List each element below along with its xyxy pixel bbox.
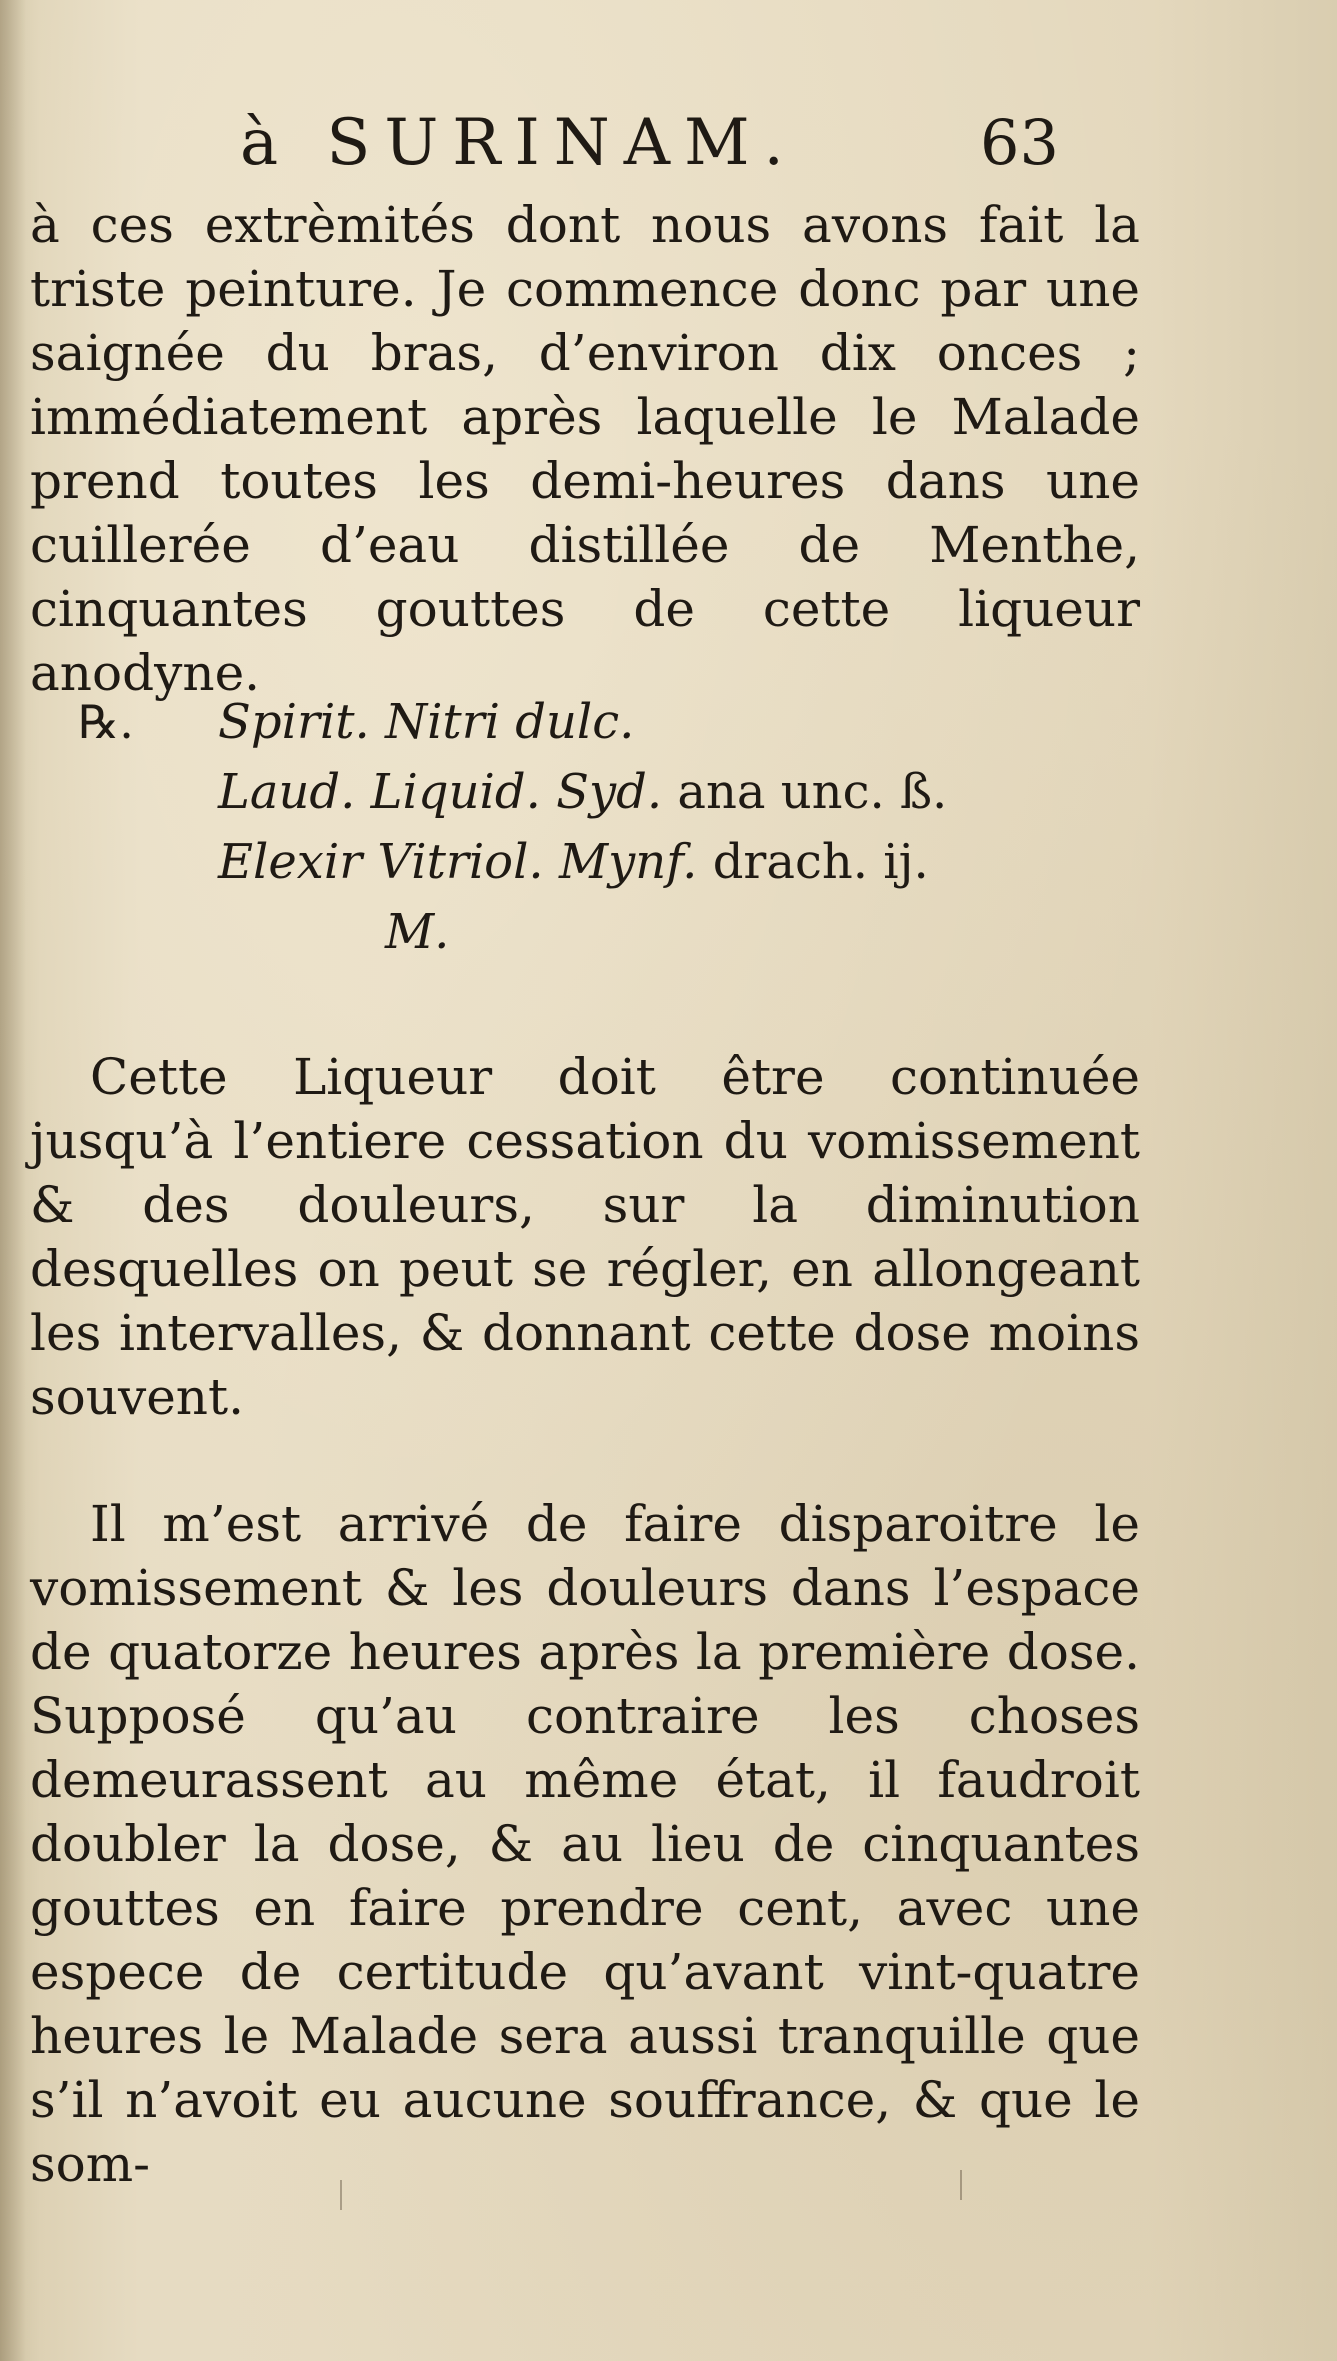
- prescription-line-1-drug: Spirit. Nitri dulc.: [218, 694, 635, 750]
- prescription-line-4: [385, 900, 449, 964]
- prescription-line-3: [218, 830, 929, 894]
- prescription-line-3-drug: Elexir Vitriol. Mynf.: [218, 834, 698, 890]
- paragraph-1: [30, 193, 1140, 705]
- page-number: 63: [980, 106, 1059, 179]
- paper-marks: [0, 2170, 1337, 2230]
- paragraph-2: [30, 1045, 1140, 1429]
- prescription-line-2: [218, 760, 947, 824]
- paragraph-3: [30, 1492, 1140, 2196]
- prescription-line-3-dose: drach. ij.: [697, 834, 929, 890]
- paragraph-1-text: à ces extrèmités dont nous avons fait la triste peinture. Je commence donc par une saignée du bras, d’environ dix onces ; immédiatement après laquelle le Malade prend toutes les demi-heures dans une cuillerée d’eau distillée de Menthe, cinquantes gouttes de cette liqueur anodyne.: [30, 196, 1140, 702]
- running-head: à SURINAM.: [240, 106, 798, 180]
- paper-mark: [960, 2170, 962, 2200]
- spine-shadow: [0, 0, 26, 2361]
- prescription-line-2-dose: ana unc. ß.: [662, 764, 948, 820]
- recipe-symbol: ℞.: [78, 695, 134, 749]
- paper-mark: [340, 2180, 342, 2210]
- prescription-line-1: [218, 690, 634, 754]
- prescription-line-2-drug: Laud. Liquid. Syd.: [218, 764, 663, 820]
- prescription-block: [0, 690, 1337, 1020]
- prescription-line-4-misce: M.: [385, 904, 450, 960]
- paragraph-3-text: Il m’est arrivé de faire disparoitre le vomissement & les douleurs dans l’espace de quatorze heures après la première dose. Supposé qu’au contraire les choses demeurassent au même état, il faudroit doubler la dose, & au lieu de cinquantes gouttes en faire prendre cent, avec une espece de certitude qu’avant vint-quatre heures le Malade sera aussi tranquille que s’il n’avoit eu aucune souffrance, & que le som-: [30, 1495, 1140, 2193]
- paragraph-2-text: Cette Liqueur doit être continuée jusqu’à l’entiere cessation du vomissement & des douleurs, sur la diminution desquelles on peut se régler, en allongeant les intervalles, & donnant cette dose moins souvent.: [30, 1048, 1140, 1426]
- page-header: [0, 98, 1337, 188]
